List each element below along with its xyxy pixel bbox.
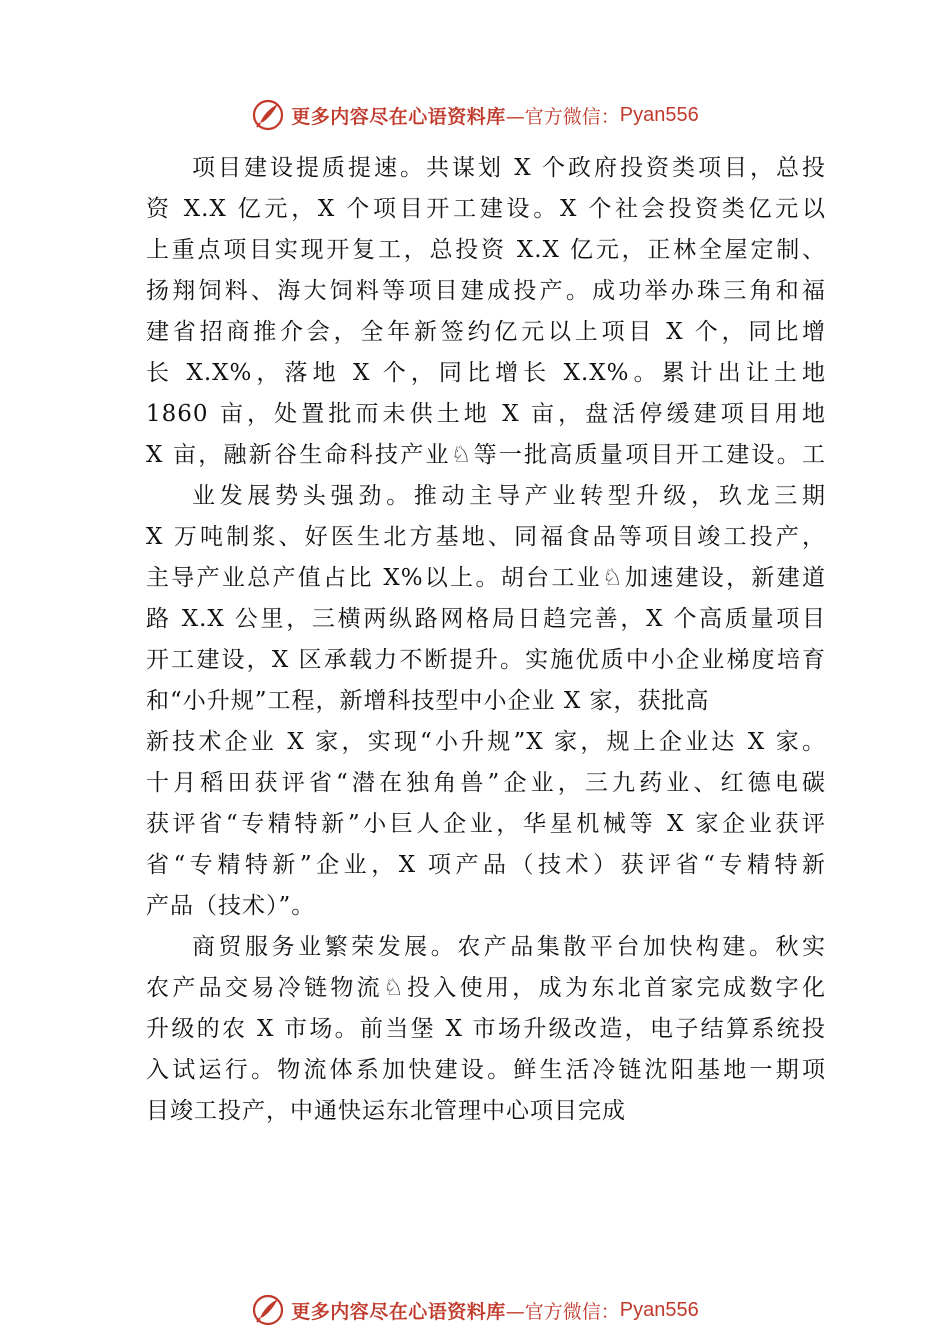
text-line: 获评省“专精特新”小巨人企业，华星机械等 X 家企业获评 — [146, 811, 826, 837]
text-line: 建省招商推介会，全年新签约亿元以上项目 X 个，同比增 — [146, 319, 826, 345]
header-wechat-id: Pyan556 — [619, 103, 699, 126]
text-line: 主导产业总产值占比 X%以上。胡台工业♘加速建设，新建道 — [146, 565, 826, 591]
text-line: 1860 亩，处置批而未供土地 X 亩，盘活停缓建项目用地 — [146, 401, 826, 427]
text-line: 和“小升规”工程，新增科技型中小企业 X 家，获批高 — [146, 688, 710, 714]
footer-banner — [0, 1290, 950, 1330]
quill-logo-icon — [251, 1293, 285, 1327]
text-line: 商贸服务业繁荣发展。农产品集散平台加快构建。秋实 — [192, 934, 826, 960]
text-line: 项目建设提质提速。共谋划 X 个政府投资类项目，总投 — [192, 155, 826, 181]
text-line: 目竣工投产，中通快运东北管理中心项目完成 — [146, 1098, 626, 1124]
header-official-text: —官方微信： — [505, 105, 620, 128]
text-line: 路 X.X 公里，三横两纵路网格局日趋完善，X 个高质量项目 — [146, 606, 826, 632]
text-line: X 万吨制浆、好医生北方基地、同福食品等项目竣工投产， — [146, 524, 826, 550]
header-brand-text: 更多内容尽在心语资料库 — [291, 105, 506, 128]
text-line: 入试运行。物流体系加快建设。鲜生活冷链沈阳基地一期项 — [146, 1057, 826, 1083]
footer-official-text: —官方微信： — [505, 1300, 620, 1323]
text-line: 开工建设，X 区承载力不断提升。实施优质中小企业梯度培育 — [146, 647, 826, 673]
header-banner — [0, 95, 950, 135]
document-body — [146, 148, 826, 1132]
text-line: 上重点项目实现开复工，总投资 X.X 亿元，正林全屋定制、 — [146, 237, 826, 263]
text-line: 业发展势头强劲。推动主导产业转型升级，玖龙三期 — [192, 483, 826, 509]
text-line: 升级的农 X 市场。前当堡 X 市场升级改造，电子结算系统投 — [146, 1016, 826, 1042]
text-line: 产品（技术）”。 — [146, 893, 316, 919]
text-line: 扬翔饲料、海大饲料等项目建成投产。成功举办珠三角和福 — [146, 278, 826, 304]
text-line: X 亩，融新谷生命科技产业♘等一批高质量项目开工建设。工 — [146, 442, 826, 468]
text-line: 省“专精特新”企业，X 项产品（技术）获评省“专精特新 — [146, 852, 826, 878]
text-line: 长 X.X%，落地 X 个，同比增长 X.X%。累计出让土地 — [146, 360, 826, 386]
footer-brand-text: 更多内容尽在心语资料库 — [291, 1300, 506, 1323]
text-line: 十月稻田获评省“潜在独角兽”企业，三九药业、红德电碳 — [146, 770, 826, 796]
quill-logo-icon — [251, 98, 285, 132]
footer-wechat-id: Pyan556 — [619, 1298, 699, 1321]
text-line: 新技术企业 X 家，实现“小升规”X 家，规上企业达 X 家。 — [146, 729, 826, 755]
text-line: 农产品交易冷链物流♘投入使用，成为东北首家完成数字化 — [146, 975, 826, 1001]
text-line: 资 X.X 亿元，X 个项目开工建设。X 个社会投资类亿元以 — [146, 196, 826, 222]
